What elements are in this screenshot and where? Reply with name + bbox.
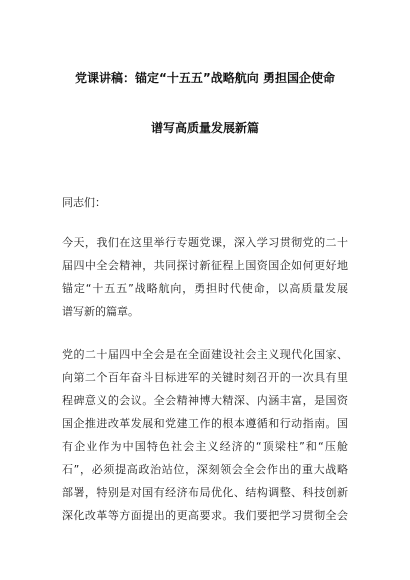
paragraph-line: 部署，特别是对国有经济布局优化、结构调整、科技创新 (62, 486, 348, 499)
paragraph-line: 届四中全会精神，共同探讨新征程上国资国企如何更好地 (62, 259, 348, 272)
paragraph-line: 今天，我们在这里举行专题党课，深入学习贯彻党的二十 (62, 236, 348, 249)
paragraph-2 (62, 343, 348, 527)
paragraph-line: 锚定“十五五”战略航向，勇担时代使命，以高质量发展 (62, 282, 348, 295)
paragraph-line: 石”，必须提高政治站位，深刻领会全会作出的重大战略 (62, 463, 348, 476)
paragraph-line: 谱写新的篇章。 (62, 305, 139, 318)
paragraph-line: 向第二个百年奋斗目标进军的关键时刻召开的一次具有里 (62, 371, 348, 384)
paragraph-line: 国企推进改革发展和党建工作的根本遵循和行动指南。国 (62, 417, 348, 430)
body-text (62, 231, 348, 547)
document-title-line-1: 党课讲稿：锚定“十五五”战略航向 勇担国企使命 (75, 71, 335, 85)
paragraph-1 (62, 231, 348, 323)
paragraph-line: 深化改革等方面提出的更高要求。我们要把学习贯彻全会 (62, 509, 348, 522)
paragraph-line: 程碑意义的会议。全会精神博大精深、内涵丰富，是国资 (62, 394, 348, 407)
salutation: 同志们： (62, 196, 106, 209)
paragraph-line: 有企业作为中国特色社会主义经济的“顶梁柱”和“压舱 (62, 440, 348, 453)
document-title-line-2: 谱写高质量发展新篇 (150, 121, 259, 135)
paragraph-line: 党的二十届四中全会是在全面建设社会主义现代化国家、 (62, 348, 348, 361)
